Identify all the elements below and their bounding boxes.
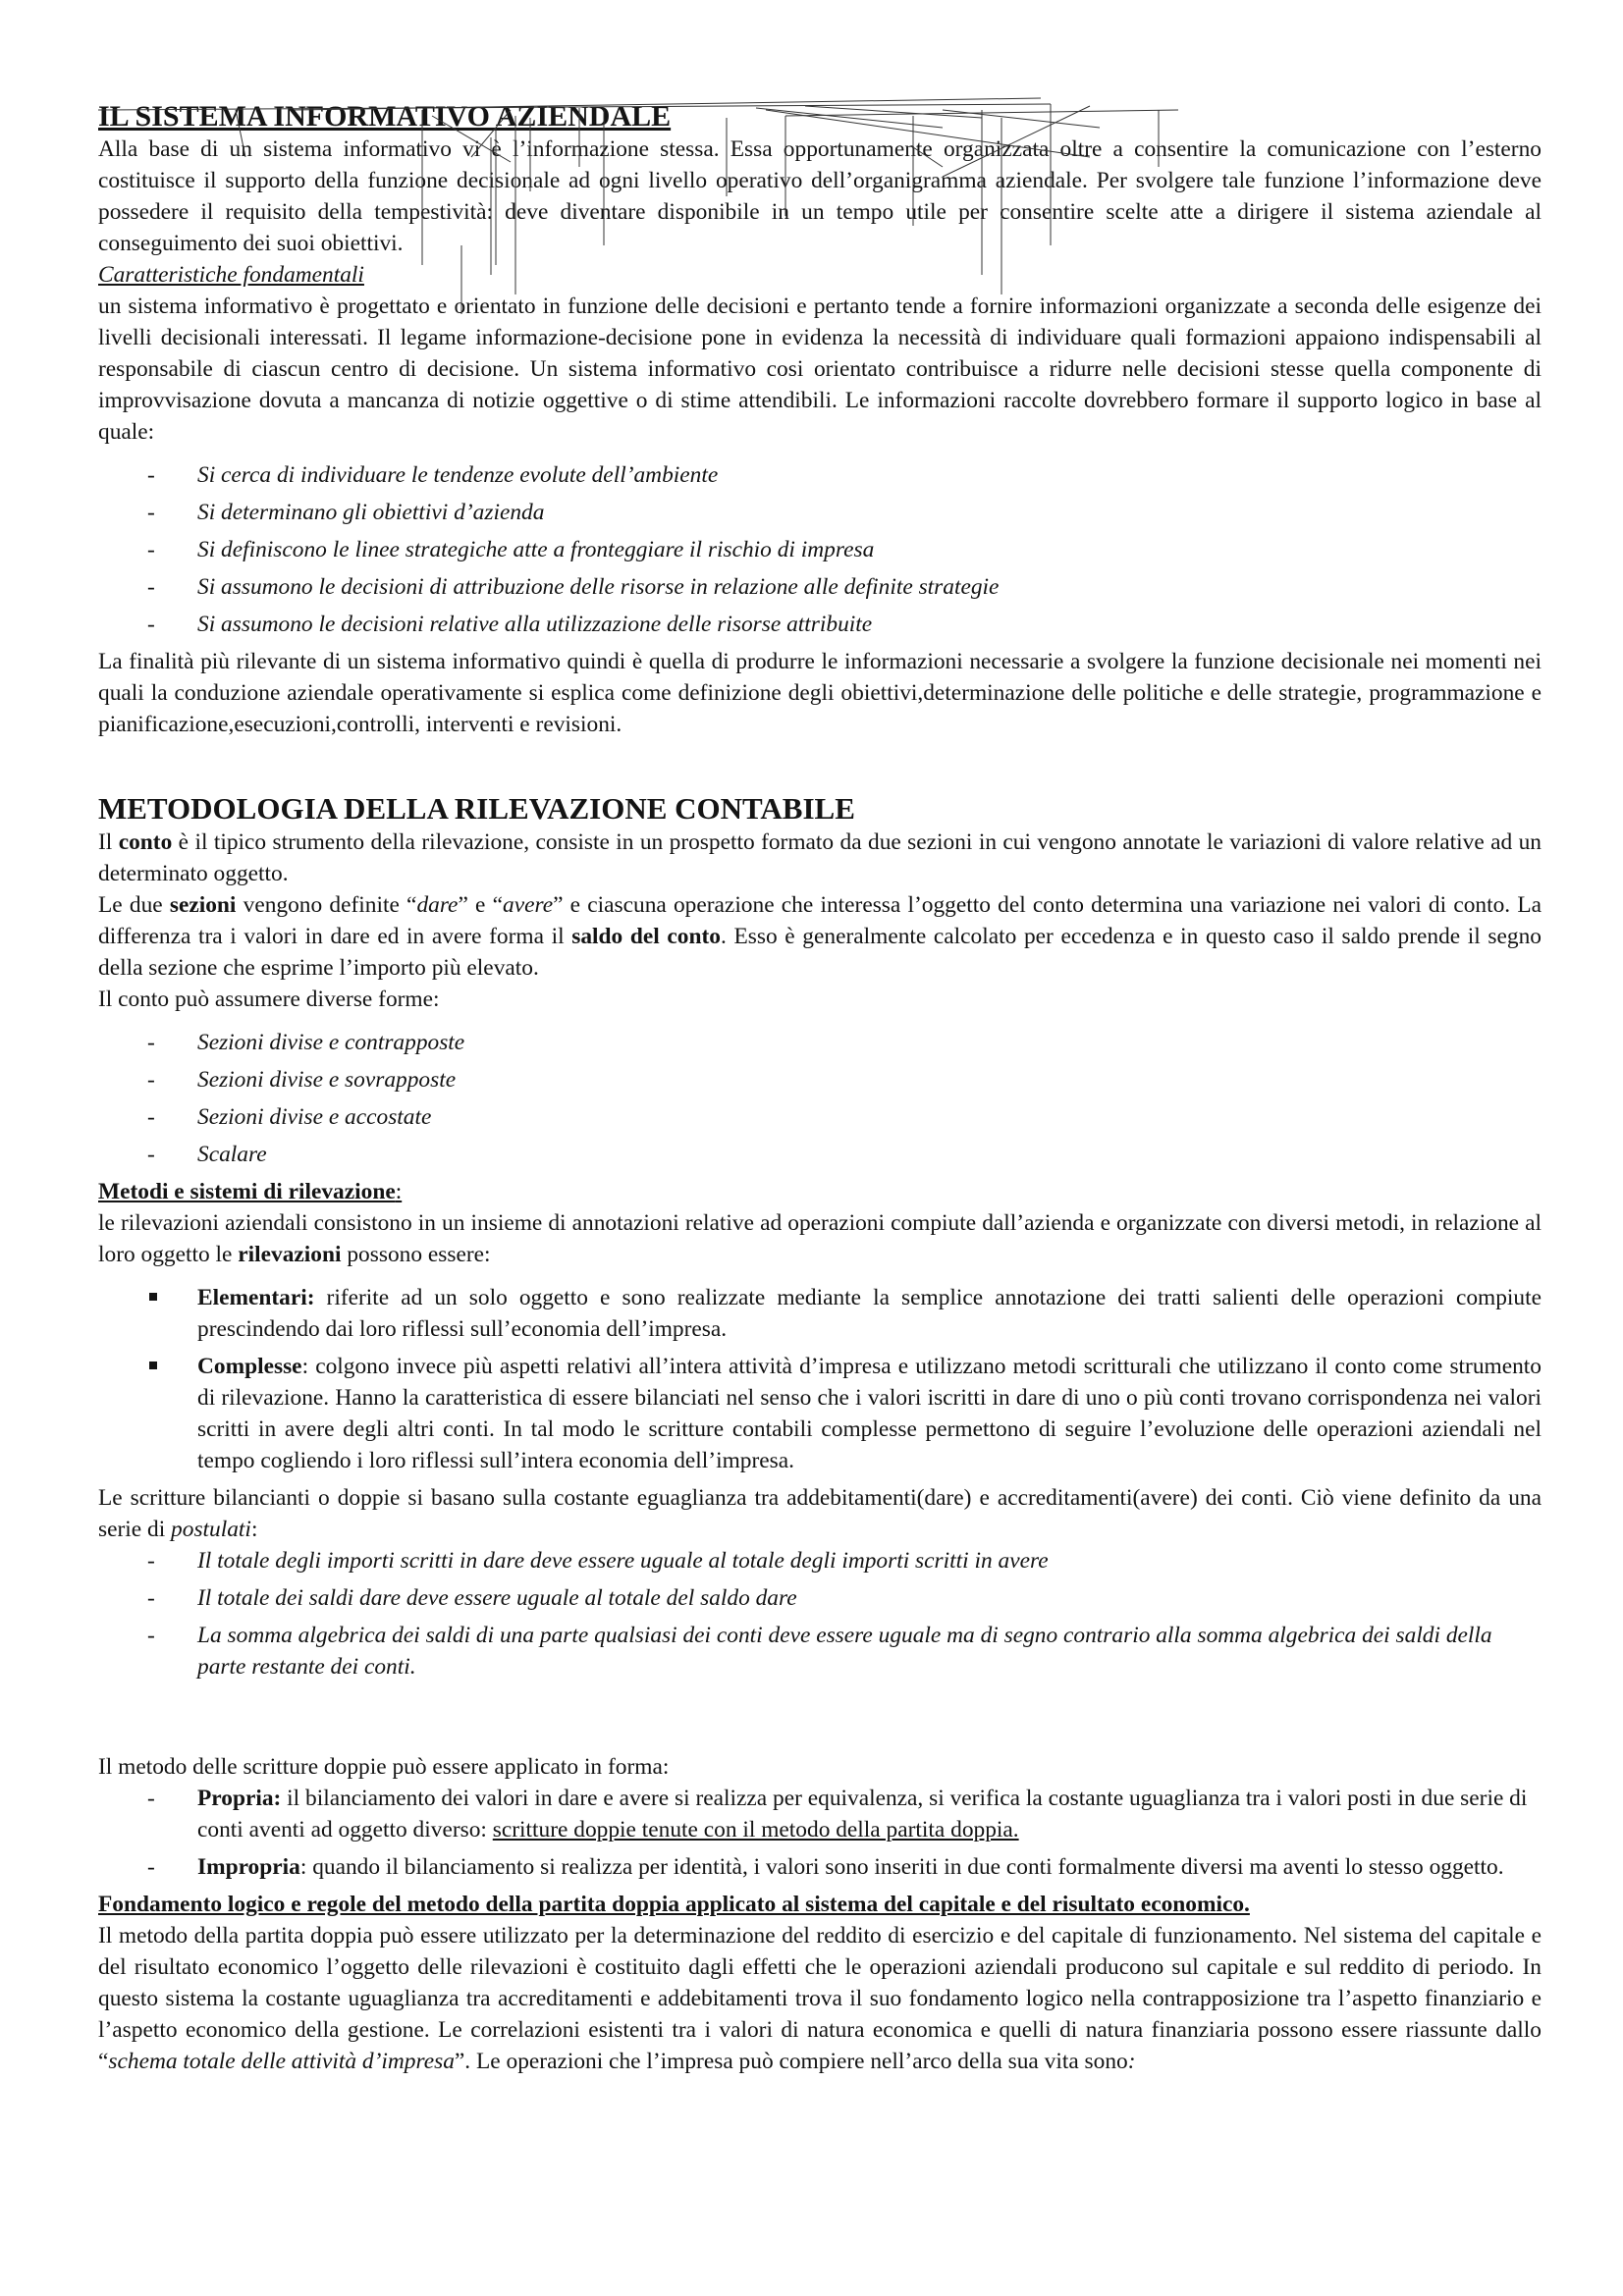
intro-paragraph: Alla base di un sistema informativo vi è l’informazione stessa. Essa opportunamente organizzata oltre a consentire la comunicazione con l’esterno costituisce il supporto della funzione decisionale ad ogni livello operativo dell’organigramma aziendale. Per svolgere tale funzione l’informazione deve possedere il requisito della tempestività: deve diventare disponibile in un tempo utile per consentire scelte atte a dirigere il sistema aziendale al conseguimento dei suoi obiettivi. [98,136,1542,256]
methods-title: Metodi e sistemi di rilevazione: [98,1179,403,1204]
postulates-list [98,1545,1542,1682]
doppie-paragraph: Il metodo delle scritture doppie può essere applicato in forma: [98,1754,670,1780]
list-item: - Propria: il bilanciamento dei valori in dare e avere si realizza per equivalenza, si verifica la costante uguaglianza tra i valori posti in due serie di conti aventi ad oggetto diverso: scritture doppie tenute con il metodo della partita doppia. [147,1786,1528,1842]
subtitle-caratteristiche: Caratteristiche fondamentali [98,262,364,288]
square-bullet-icon [149,1362,157,1369]
dash-marker: - [147,537,155,562]
fondamento-paragraph: Il metodo della partita doppia può essere utilizzato per la determinazione del reddito di esercizio e del capitale di funzionamento. Nel sistema del capitale e del risultato economico l’oggetto delle rilevazioni è costituito dagli effetti che le operazioni aziendali producono sul capitale e sul reddito di periodo. In questo sistema la costante uguaglianza tra accreditamenti e addebitamenti trova il suo fondamento logico nella contrapposizione tra l’aspetto finanziario e l’aspetto economico della gestione. Le correlazioni esistenti tra i valori di natura economica e quelli di natura finanziaria possono essere riassunte dallo “schema totale delle attività d’impresa”. Le operazioni che l’impresa può compiere nell’arco della sua vita sono: [98,1923,1542,2074]
list-item: - Si definiscono le linee strategiche atte a fronteggiare il rischio di impresa [98,534,1542,565]
list-item: - Si assumono le decisioni relative alla utilizzazione delle risorse attribuite [98,609,1542,640]
document-page [98,100,1542,2077]
bilancianti-paragraph: Le scritture bilancianti o doppie si basano sulla costante eguaglianza tra addebitamenti(dare) e accreditamenti(avere) dei conti. Ciò viene definito da una serie di postulati: [98,1485,1542,1542]
body-paragraph: un sistema informativo è progettato e orientato in funzione delle decisioni e pertanto tende a fornire informazioni organizzate a seconda delle esigenze dei livelli decisionali interessati. Il legame informazione-decisione pone in evidenza la necessità di individuare quali formazioni appaiono indispensabili al responsabile di ciascun centro di decisione. Un sistema informativo cosi orientato contribuisce a ridurre nelle decisioni stesse quella componente di improvvisazione dovuta a mancanza di notizie oggettive o di stime attendibili. Le informazioni raccolte dovrebbero formare il supporto logico in base al quale: [98,294,1542,445]
list-item: - Sezioni divise e sovrapposte [147,1067,457,1093]
list-item: - Il totale degli importi scritti in dare deve essere uguale al totale degli importi scritti in avere [147,1548,1049,1574]
list-item: - Impropria: quando il bilanciamento si realizza per identità, i valori sono inseriti in due conti formalmente diversi ma aventi lo stesso oggetto. [147,1854,1504,1880]
account-forms-list [98,1027,1542,1170]
list-item: - La somma algebrica dei saldi di una parte qualsiasi dei conti deve essere uguale ma di segno contrario alla somma algebrica dei saldi della parte restante dei conti. [147,1623,1492,1680]
list-item: - Il totale dei saldi dare deve essere uguale al totale del saldo dare [147,1585,797,1611]
section-title-metodologia: METODOLOGIA DELLA RILEVAZIONE CONTABILE [98,791,855,826]
sezioni-paragraph: Le due sezioni vengono definite “dare” e “avere” e ciascuna operazione che interessa l’oggetto del conto determina una variazione nei valori di conto. La differenza tra i valori in dare ed in avere forma il saldo del conto. Esso è generalmente calcolato per eccedenza e in questo caso il saldo prende il segno della sezione che esprime l’importo più elevato. [98,892,1542,981]
forme-list [98,1783,1542,1883]
closing-paragraph: La finalità più rilevante di un sistema informativo quindi è quella di produrre le informazioni necessarie a svolgere la funzione decisionale nei momenti nei quali la conduzione aziendale operativamente si esplica come definizione degli obiettivi,determinazione delle politiche e delle strategie, programmazione e pianificazione,esecuzioni,controlli, interventi e revisioni. [98,649,1542,737]
dash-marker: - [147,612,155,637]
list-item: - Sezioni divise e contrapposte [147,1030,465,1055]
list-item: - Scalare [147,1142,267,1167]
list-item: - Sezioni divise e accostate [147,1104,432,1130]
dash-marker: - [147,462,155,488]
dash-marker: - [147,574,155,600]
list-item: - Si determinano gli obiettivi d’azienda [98,497,1542,528]
list-item: Complesse: colgono invece più aspetti relativi all’intera attività d’impresa e utilizzano metodi scritturali che utilizzano il conto come strumento di rilevazione. Hanno la caratteristica di essere bilanciati nel senso che i valori iscritti in dare di uno o più conti trovano corrispondenza nei valori scritti in avere degli altri conti. In tal modo le scritture contabili complesse permettono di seguire l’evoluzione delle operazioni aziendali nel tempo cogliendo i loro riflessi sull’intera economia dell’impresa. [98,1351,1542,1476]
methods-paragraph: le rilevazioni aziendali consistono in un insieme di annotazioni relative ad operazioni compiute dall’azienda e organizzate con diversi metodi, in relazione al loro oggetto le rilevazioni possono essere: [98,1210,1542,1267]
decision-list [98,459,1542,640]
forme-intro: Il conto può assumere diverse forme: [98,987,440,1012]
dash-marker: - [147,500,155,525]
section-title-sistema-informativo: IL SISTEMA INFORMATIVO AZIENDALE [98,100,672,133]
square-bullet-icon [149,1293,157,1301]
list-item: - Si cerca di individuare le tendenze evolute dell’ambiente [98,459,1542,491]
list-item: Elementari: riferite ad un solo oggetto e sono realizzate mediante la semplice annotazione dei tratti salienti delle operazioni compiute prescindendo dai loro riflessi sull’economia dell’impresa. [98,1282,1542,1345]
rilevazioni-types-list [98,1282,1542,1476]
fondamento-title: Fondamento logico e regole del metodo della partita doppia applicato al sistema del capitale e del risultato economico. [98,1892,1250,1917]
conto-paragraph: Il conto è il tipico strumento della rilevazione, consiste in un prospetto formato da due sezioni in cui vengono annotate le variazioni di valore relative ad un determinato oggetto. [98,829,1542,886]
list-item: - Si assumono le decisioni di attribuzione delle risorse in relazione alle definite strategie [98,571,1542,603]
